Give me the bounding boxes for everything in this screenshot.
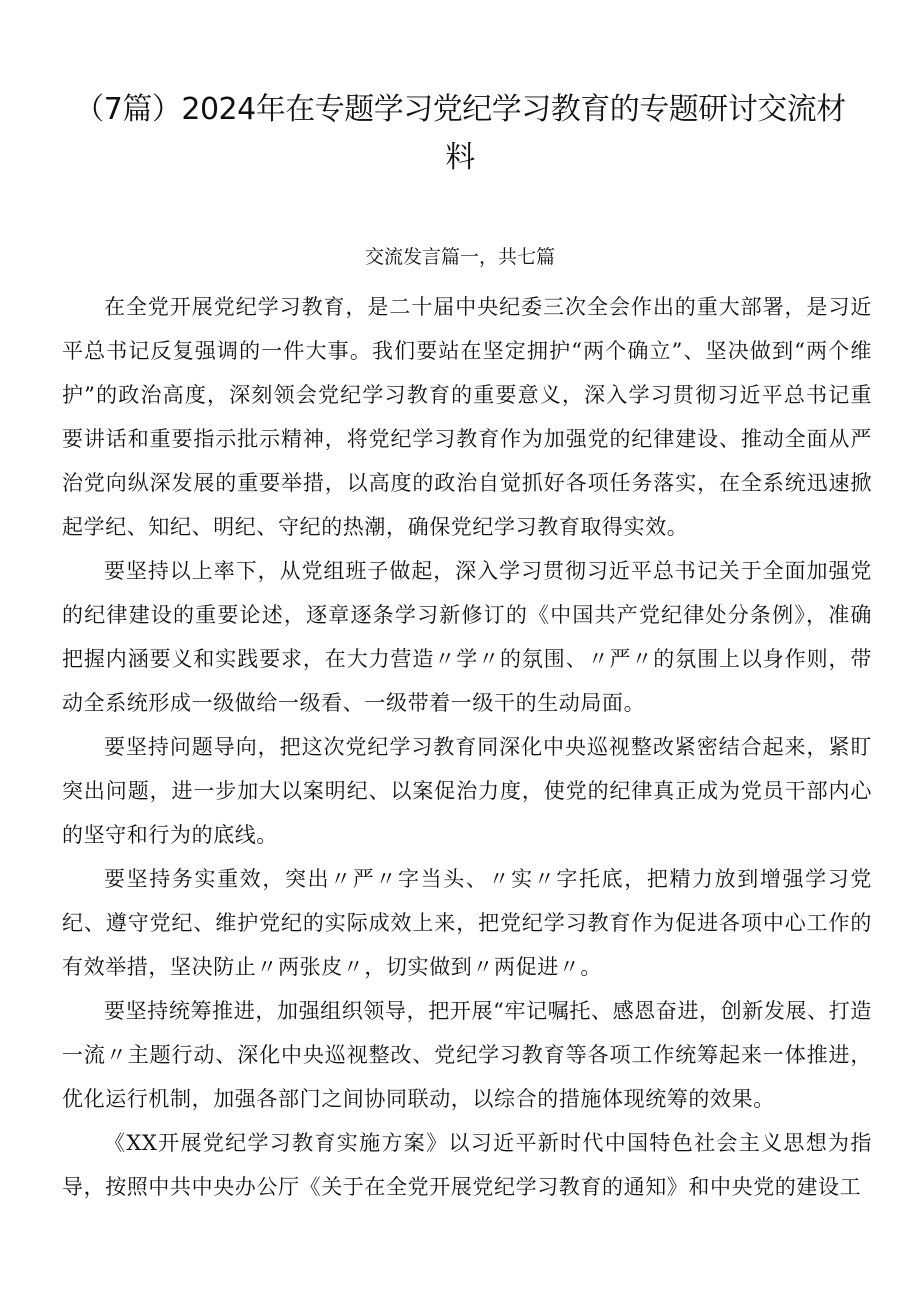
paragraph: 要坚持以上率下，从党组班子做起，深入学习贯彻习近平总书记关于全面加强党的纪律建设的重要论述，逐章逐条学习新修订的《中国共产党纪律处分条例》，准确把握内涵要义和实践要求，在大力营造〃学〃的氛围、〃严〃的氛围上以身作则，带动全系统形成一级做给一级看、一级带着一级干的生动局面。 xyxy=(62,559,872,715)
document-title: （7篇）2024年在专题学习党纪学习教育的专题研讨交流材料 xyxy=(74,92,846,175)
paragraph: 在全党开展党纪学习教育，是二十届中央纪委三次全会作出的重大部署，是习近平总书记反复强调的一件大事。我们要站在坚定拥护“两个确立”、坚决做到“两个维护”的政治高度，深刻领会党纪学习教育的重要意义，深入学习贯彻习近平总书记重要讲话和重要指示批示精神，将党纪学习教育作为加强党的纪律建设、推动全面从严治党向纵深发展的重要举措，以高度的政治自觉抓好各项任务落实，在全系统迅速掀起学纪、知纪、明纪、守纪的热潮，确保党纪学习教育取得实效。 xyxy=(62,295,872,539)
paragraph: 要坚持问题导向，把这次党纪学习教育同深化中央巡视整改紧密结合起来，紧盯突出问题，进一步加大以案明纪、以案促治力度，使党的纪律真正成为党员干部内心的坚守和行为的底线。 xyxy=(62,735,872,847)
document-body xyxy=(62,285,872,1209)
section-subtitle: 交流发言篇一，共七篇 xyxy=(364,246,555,268)
paragraph: 要坚持统筹推进，加强组织领导，把开展“牢记嘱托、感恩奋进，创新发展、打造一流〃主题行动、深化中央巡视整改、党纪学习教育等各项工作统筹起来一体推进，优化运行机制，加强各部门之间协同联动，以综合的措施体现统筹的效果。 xyxy=(62,999,872,1111)
paragraph: 《XX开展党纪学习教育实施方案》以习近平新时代中国特色社会主义思想为指导，按照中共中央办公厅《关于在全党开展党纪学习教育的通知》和中央党的建设工 xyxy=(62,1131,872,1199)
paragraph: 要坚持务实重效，突出〃严〃字当头、〃实〃字托底，把精力放到增强学习党纪、遵守党纪、维护党纪的实际成效上来，把党纪学习教育作为促进各项中心工作的有效举措，坚决防止〃两张皮〃，切实做到〃两促进〃。 xyxy=(62,867,872,979)
